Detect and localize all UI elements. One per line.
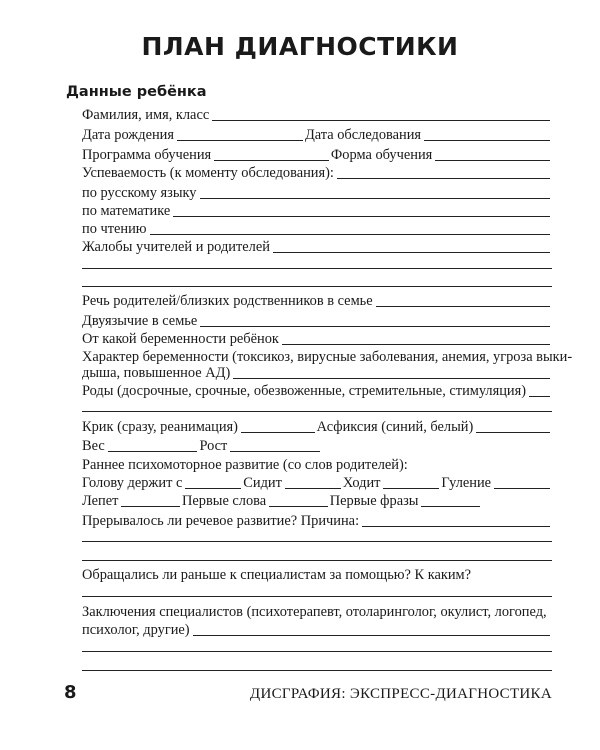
field-math-row (82, 202, 552, 220)
answer-line[interactable] (82, 541, 552, 542)
field-head-blank[interactable] (185, 484, 241, 489)
field-weight-blank[interactable] (108, 447, 198, 452)
field-parents-speech-blank[interactable] (376, 302, 550, 307)
field-cooing-label: Гуление (441, 475, 492, 491)
field-name-blank[interactable] (212, 116, 550, 121)
field-specialists-label: Обращались ли раньше к специалистам за помощью? К каким? (82, 567, 472, 583)
field-exam-date-blank[interactable] (424, 136, 550, 141)
field-birth-date-blank[interactable] (177, 136, 303, 141)
answer-line[interactable] (82, 268, 552, 269)
field-speech-interrupted-row (82, 512, 552, 530)
field-sits-label: Сидит (243, 475, 282, 491)
field-head-label: Голову держит с (82, 475, 183, 491)
field-bilingual-label: Двуязычие в семье (82, 313, 198, 329)
field-reading-blank[interactable] (150, 230, 550, 235)
field-program-label: Программа обучения (82, 147, 212, 163)
page-number: 8 (64, 682, 77, 703)
field-birth-date-label: Дата рождения (82, 127, 174, 143)
field-exam-date-label: Дата обследования (304, 127, 422, 143)
field-dates-row (82, 126, 552, 144)
field-pregnancy-label-line2: дыша, повышенное АД) (82, 365, 231, 381)
field-asphyxia-blank[interactable] (476, 428, 550, 433)
field-conclusions-blank[interactable] (193, 631, 550, 636)
field-pregnancy-no-label: От какой беременности ребёнок (82, 331, 279, 347)
field-birth-label: Роды (досрочные, срочные, обезвоженные, стремительные, стимуляция) (82, 383, 527, 399)
field-speech-interrupted-blank[interactable] (362, 522, 550, 527)
field-russian-blank[interactable] (200, 194, 550, 199)
field-weight-label: Вес (82, 438, 105, 454)
answer-line[interactable] (82, 560, 552, 561)
field-birth-row (82, 382, 552, 400)
field-asphyxia-label: Асфиксия (синий, белый) (316, 419, 474, 435)
field-progress-label: Успеваемость (к моменту обследования): (82, 165, 334, 181)
field-height-label: Рост (199, 438, 228, 454)
field-height-blank[interactable] (230, 447, 320, 452)
field-parents-speech-label: Речь родителей/близких родственников в семье (82, 293, 373, 309)
field-pregnancy-row (82, 364, 552, 382)
field-sits-blank[interactable] (285, 484, 341, 489)
field-cry-blank[interactable] (241, 428, 315, 433)
field-speech-interrupted-label: Прерывалось ли речевое развитие? Причина: (82, 513, 360, 529)
field-cry-row (82, 418, 552, 436)
field-weight-row (82, 437, 322, 455)
field-pregnancy-blank[interactable] (233, 374, 550, 379)
field-complaints-label: Жалобы учителей и родителей (82, 239, 270, 255)
field-babble-label: Лепет (82, 493, 119, 509)
section-heading: Данные ребёнка (66, 84, 207, 100)
field-complaints-row (82, 238, 552, 256)
field-early-dev-label: Раннее психомоторное развитие (со слов родителей): (82, 457, 408, 473)
answer-line[interactable] (82, 286, 552, 287)
answer-line[interactable] (82, 411, 552, 412)
field-first-phrases-label: Первые фразы (329, 493, 419, 509)
field-walks-label: Ходит (342, 475, 381, 491)
field-bilingual-row (82, 312, 552, 330)
field-math-label: по математике (82, 203, 171, 219)
field-first-words-blank[interactable] (269, 502, 328, 507)
field-conclusions-row (82, 621, 552, 639)
field-program-blank[interactable] (214, 156, 329, 161)
field-bilingual-blank[interactable] (200, 322, 550, 327)
field-parents-speech-row (82, 292, 552, 310)
field-study-form-blank[interactable] (435, 156, 550, 161)
field-name-row (82, 106, 552, 124)
answer-line[interactable] (82, 670, 552, 671)
field-pregnancy-label-line1: Характер беременности (токсикоз, вирусные заболевания, анемия, угроза выки- (82, 349, 573, 365)
field-pregnancy-no-row (82, 330, 552, 348)
field-speech-dev-row (82, 492, 482, 510)
field-math-blank[interactable] (173, 212, 550, 217)
field-conclusions-label-line2: психолог, другие) (82, 622, 190, 638)
field-cry-label: Крик (сразу, реанимация) (82, 419, 238, 435)
field-first-phrases-blank[interactable] (421, 502, 480, 507)
field-reading-row (82, 220, 552, 238)
field-first-words-label: Первые слова (182, 493, 267, 509)
field-pregnancy-no-blank[interactable] (282, 340, 550, 345)
answer-line[interactable] (82, 596, 552, 597)
page-title: ПЛАН ДИАГНОСТИКИ (141, 32, 459, 61)
field-study-form-label: Форма обучения (330, 147, 433, 163)
field-russian-label: по русскому языку (82, 185, 197, 201)
field-program-row (82, 146, 552, 164)
running-head: ДИСГРАФИЯ: ЭКСПРЕСС-ДИАГНОСТИКА (249, 686, 552, 702)
answer-line[interactable] (82, 651, 552, 652)
field-complaints-blank[interactable] (273, 248, 550, 253)
field-progress-blank[interactable] (337, 174, 550, 179)
field-russian-row (82, 184, 552, 202)
field-babble-blank[interactable] (121, 502, 180, 507)
field-walks-blank[interactable] (383, 484, 439, 489)
field-cooing-blank[interactable] (494, 484, 550, 489)
field-name-label: Фамилия, имя, класс (82, 107, 210, 123)
field-reading-label: по чтению (82, 221, 147, 237)
field-birth-blank[interactable] (529, 392, 550, 397)
field-motor-row (82, 474, 552, 492)
field-progress-row (82, 164, 552, 182)
field-conclusions-label-line1: Заключения специалистов (психотерапевт, отоларинголог, окулист, логопед, (82, 604, 547, 620)
